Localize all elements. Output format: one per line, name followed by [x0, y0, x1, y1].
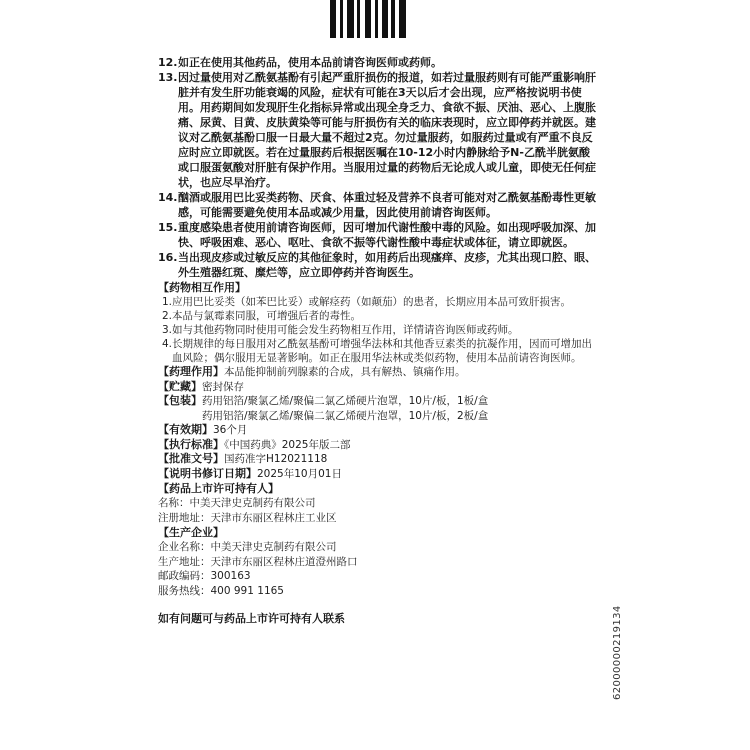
interaction-item: 3. 如与其他药物同时使用可能会发生药物相互作用，详情请咨询医师或药师。: [162, 324, 519, 336]
warning-item: 13. 因过量使用对乙酰氨基酚有引起严重肝损伤的报道，如若过量服药则有可能严重影响肝脏并有发生肝功能衰竭的风险，症状有可能在3天以后才会出现，应严格按说明书使用。用药期间如发现肝生化指标异常或出现全身乏力、食欲不振、厌油、恶心、上腹胀痛、尿黄、目黄、皮肤黄染等可能与肝损伤有关的临床表现时，应立即停药并就医。建议对乙酰氨基酚口服一日最大量不超过2克。勿过量服药，如服药过量或有严重不良反应时应立即就医。若在过量服药后根据医嘱在10-12小时内静脉给予N-乙酰半胱氨酸或口服蛋氨酸对肝脏有保护作用。当服用过量的药物后无论成人或儿童，即使无任何症状，也应尽早治疗。: [158, 71, 596, 189]
revision-row: 【说明书修订日期】2025年10月01日: [158, 466, 342, 480]
holder-name: 名称：中美天津史克制药有限公司: [158, 497, 316, 509]
warning-item: 14. 酗酒或服用巴比妥类药物、厌食、体重过轻及营养不良者可能对对乙酰氨基酚毒性更敏感，可能需要避免使用本品或减少用量，因此使用前请咨询医师。: [158, 191, 596, 219]
interaction-item: 2. 本品与氯霉素同服，可增强后者的毒性。: [162, 310, 361, 322]
package-row-2: 药用铝箔/聚氯乙烯/聚偏二氯乙烯硬片泡罩，10片/板，2板/盒: [202, 409, 489, 422]
approval-row: 【批准文号】国药准字H12021118: [158, 452, 328, 465]
interactions-heading: 【药物相互作用】: [158, 281, 246, 294]
footer-note: 如有问题可与药品上市许可持有人联系: [158, 612, 345, 625]
warning-item: 15. 重度感染患者使用前请咨询医师，因可增加代谢性酸中毒的风险。如出现呼吸加深、加快、呼吸困难、恶心、呕吐、食欲不振等代谢性酸中毒症状或体征，请立即就医。: [158, 221, 596, 249]
holder-address: 注册地址：天津市东丽区程林庄工业区: [158, 511, 337, 524]
holder-heading: 【药品上市许可持有人】: [158, 482, 279, 495]
pharmacology-row: 【药理作用】本品能抑制前列腺素的合成，具有解热、镇痛作用。: [158, 365, 466, 378]
storage-row: 【贮藏】密封保存: [158, 379, 244, 393]
package-row: 【包装】药用铝箔/聚氯乙烯/聚偏二氯乙烯硬片泡罩，10片/板，1板/盒: [158, 394, 489, 407]
barcode: [330, 0, 410, 38]
manufacturer-heading: 【生产企业】: [158, 526, 224, 539]
warning-item: 16. 当出现皮疹或过敏反应的其他征象时，如用药后出现瘙痒、皮疹，尤其出现口腔、眼、外生殖器红斑、糜烂等，应立即停药并咨询医生。: [158, 251, 596, 279]
manufacturer-zip: 邮政编码：300163: [158, 570, 251, 582]
validity-row: 【有效期】36个月: [158, 423, 248, 436]
manufacturer-name: 企业名称：中美天津史克制药有限公司: [158, 541, 337, 553]
interaction-item: 4. 长期规律的每日服用对乙酰氨基酚可增强华法林和其他香豆素类的抗凝作用，因而可增加出血风险；偶尔服用无显著影响。如正在服用华法林或类似药物，使用本品前请咨询医师。: [162, 338, 592, 364]
manufacturer-address: 生产地址：天津市东丽区程林庄道澄州路口: [158, 555, 358, 568]
warning-item: 12. 如正在使用其他药品，使用本品前请咨询医师或药师。: [158, 56, 442, 69]
leaflet-content: [158, 55, 598, 626]
standard-row: 【执行标准】《中国药典》2025年版二部: [158, 437, 351, 451]
interaction-item: 1. 应用巴比妥类（如苯巴比妥）或解痉药（如颠茄）的患者，长期应用本品可致肝损害。: [162, 296, 571, 308]
manufacturer-hotline: 服务热线：400 991 1165: [158, 584, 284, 597]
side-code: 62000000219134: [612, 605, 623, 700]
